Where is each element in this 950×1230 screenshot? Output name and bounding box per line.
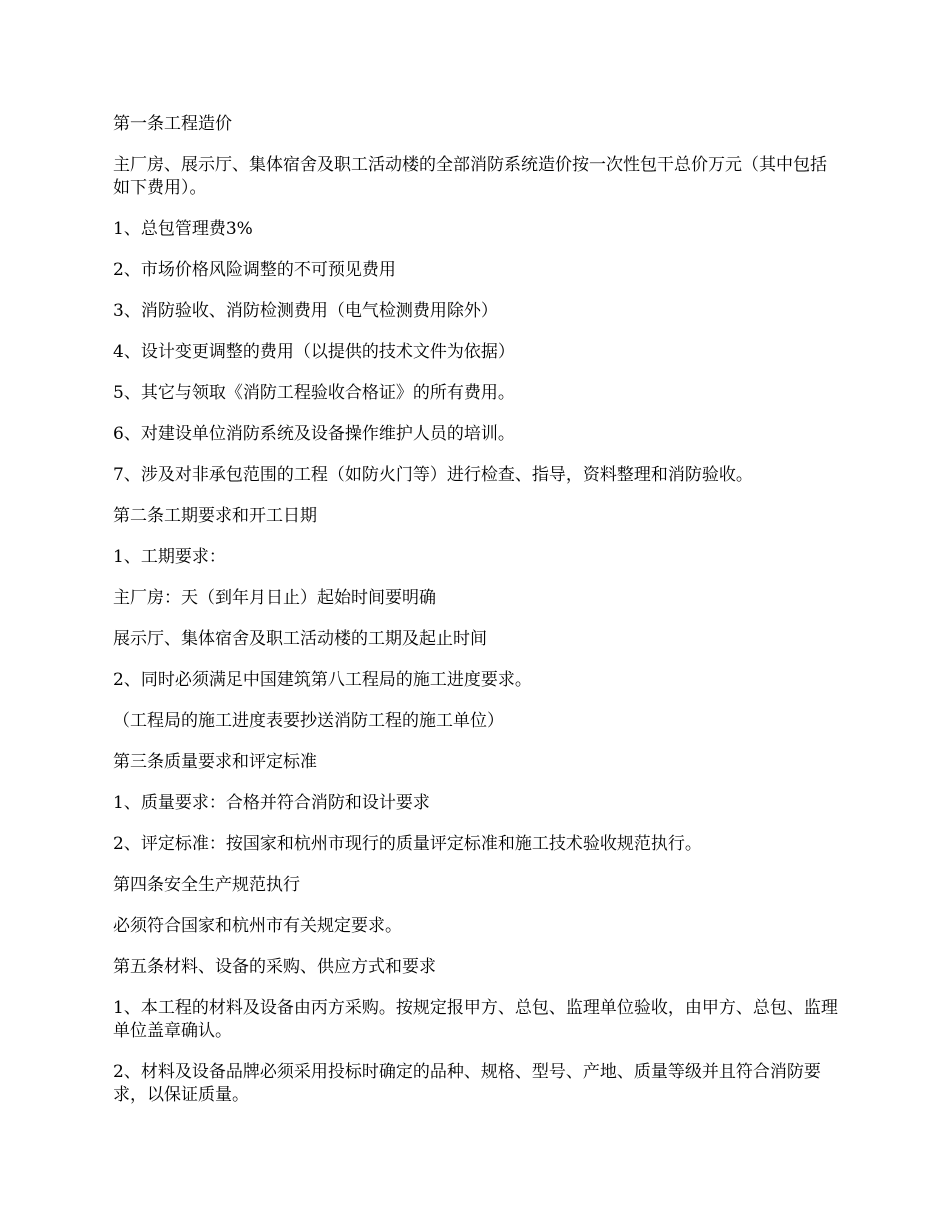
section-heading: 第四条安全生产规范执行 — [113, 875, 300, 895]
list-item: 2、评定标准：按国家和杭州市现行的质量评定标准和施工技术验收规范执行。 — [113, 834, 702, 854]
section-heading: 第一条工程造价 — [113, 114, 232, 134]
list-item: 6、对建设单位消防系统及设备操作维护人员的培训。 — [113, 424, 515, 444]
document-body — [113, 113, 841, 1125]
section-heading: 第五条材料、设备的采购、供应方式和要求 — [113, 957, 436, 977]
list-item: 1、本工程的材料及设备由丙方采购。按规定报甲方、总包、监理单位验收，由甲方、总包、监理单位盖章确认。 — [113, 998, 838, 1041]
section-heading: 第三条质量要求和评定标准 — [113, 752, 317, 772]
paragraph: 主厂房：天（到年月日止）起始时间要明确 — [113, 588, 436, 608]
list-item: 1、总包管理费3% — [113, 219, 253, 239]
paragraph: （工程局的施工进度表要抄送消防工程的施工单位） — [113, 711, 504, 731]
paragraph: 必须符合国家和杭州市有关规定要求。 — [113, 916, 402, 936]
list-item: 3、消防验收、消防检测费用（电气检测费用除外） — [113, 301, 498, 321]
paragraph: 主厂房、展示厅、集体宿舍及职工活动楼的全部消防系统造价按一次性包干总价万元（其中包括如下费用）。 — [113, 155, 827, 198]
list-item: 2、市场价格风险调整的不可预见费用 — [113, 260, 396, 280]
paragraph: 展示厅、集体宿舍及职工活动楼的工期及起止时间 — [113, 629, 487, 649]
list-item: 4、设计变更调整的费用（以提供的技术文件为依据） — [113, 342, 515, 362]
list-item: 7、涉及对非承包范围的工程（如防火门等）进行检查、指导，资料整理和消防验收。 — [113, 465, 753, 485]
list-item: 2、同时必须满足中国建筑第八工程局的施工进度要求。 — [113, 670, 532, 690]
list-item: 1、工期要求： — [113, 547, 226, 567]
section-heading: 第二条工期要求和开工日期 — [113, 506, 317, 526]
list-item: 2、材料及设备品牌必须采用投标时确定的品种、规格、型号、产地、质量等级并且符合消防要求，以保证质量。 — [113, 1062, 821, 1105]
list-item: 1、质量要求：合格并符合消防和设计要求 — [113, 793, 430, 813]
list-item: 5、其它与领取《消防工程验收合格证》的所有费用。 — [113, 383, 515, 403]
